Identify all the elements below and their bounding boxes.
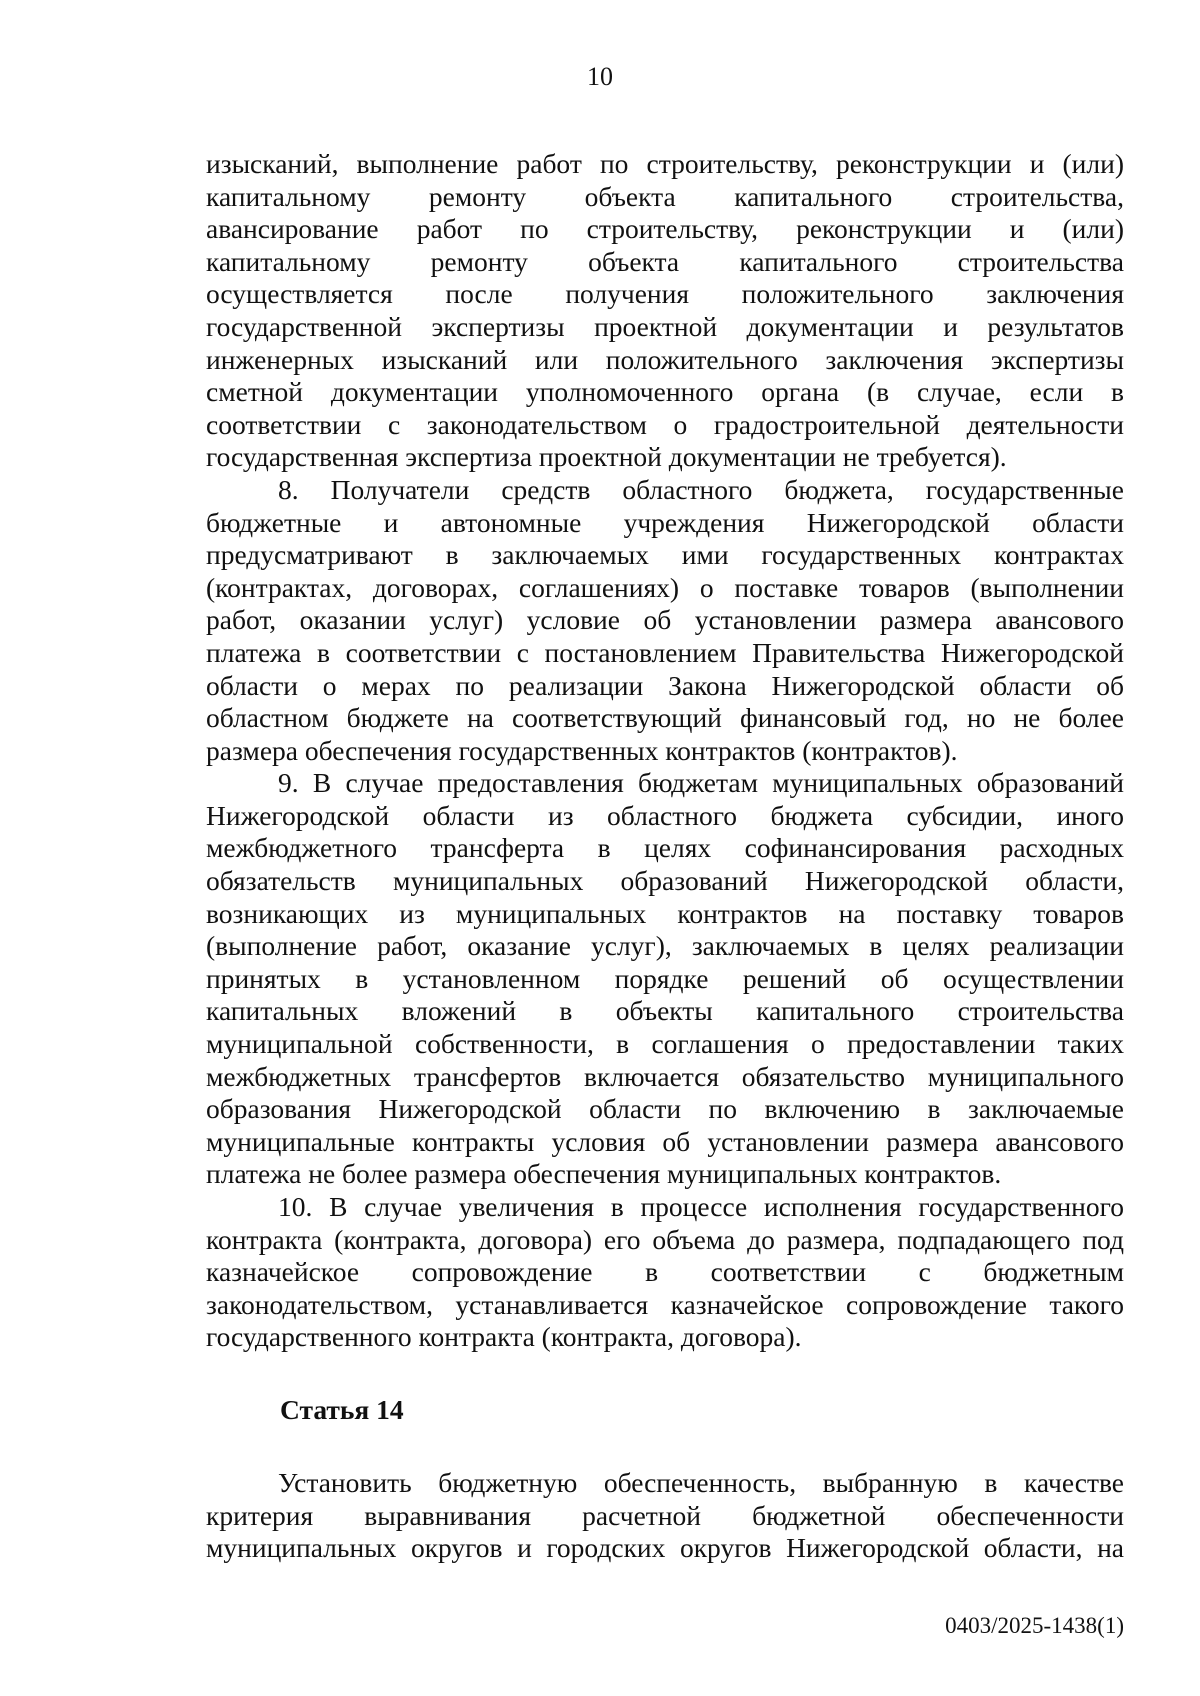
text-line: предусматривают в заключаемых ими государственных контрактах bbox=[206, 539, 1124, 571]
text-line: муниципальной собственности, в соглашения о предоставлении таких bbox=[206, 1028, 1124, 1060]
paragraph-continuation bbox=[206, 148, 1124, 474]
text-line: капитальному ремонту объекта капитального строительства bbox=[206, 245, 1124, 277]
text-line: областном бюджете на соответствующий финансовый год, но не более bbox=[206, 702, 1124, 734]
text-line: изысканий, выполнение работ по строительству, реконструкции и (или) bbox=[206, 148, 1124, 179]
text-line: муниципальных округов и городских округов Нижегородской области, на bbox=[206, 1532, 1124, 1564]
article-14-body bbox=[206, 1467, 1124, 1565]
text-line: размера обеспечения государственных контрактов (контрактов). bbox=[206, 734, 958, 766]
text-line: возникающих из муниципальных контрактов на поставку товаров bbox=[206, 897, 1124, 929]
text-line: контракта (контракта, договора) его объема до размера, подпадающего под bbox=[206, 1223, 1124, 1255]
text-line: области о мерах по реализации Закона Нижегородской области об bbox=[206, 669, 1124, 701]
text-line: межбюджетных трансфертов включается обязательство муниципального bbox=[206, 1060, 1124, 1092]
text-line: образования Нижегородской области по включению в заключаемые bbox=[206, 1093, 1124, 1125]
text-line: платежа не более размера обеспечения муниципальных контрактов. bbox=[206, 1158, 1002, 1190]
text-line: капитальному ремонту объекта капитального строительства, bbox=[206, 180, 1124, 212]
text-line: казначейское сопровождение в соответствии с бюджетным bbox=[206, 1256, 1124, 1288]
paragraph-article-14 bbox=[206, 1467, 1124, 1565]
document-body bbox=[206, 148, 1124, 1354]
text-line: государственная экспертиза проектной документации не требуется). bbox=[206, 441, 1007, 473]
text-line: государственной экспертизы проектной документации и результатов bbox=[206, 310, 1124, 342]
text-line: авансирование работ по строительству, реконструкции и (или) bbox=[206, 213, 1124, 245]
paragraph-item-8 bbox=[206, 474, 1124, 767]
text-line: критерия выравнивания расчетной бюджетной обеспеченности bbox=[206, 1499, 1124, 1531]
text-line: Установить бюджетную обеспеченность, выбранную в качестве bbox=[278, 1467, 1124, 1498]
text-line: бюджетные и автономные учреждения Нижегородской области bbox=[206, 506, 1124, 538]
text-line: платежа в соответствии с постановлением Правительства Нижегородской bbox=[206, 636, 1124, 668]
text-line: законодательством, устанавливается казначейское сопровождение такого bbox=[206, 1288, 1124, 1320]
text-line: (выполнение работ, оказание услуг), заключаемых в целях реализации bbox=[206, 930, 1124, 962]
text-line: капитальных вложений в объекты капитального строительства bbox=[206, 995, 1124, 1027]
text-line: Нижегородской области из областного бюджета субсидии, иного bbox=[206, 799, 1124, 831]
text-line: межбюджетного трансферта в целях софинансирования расходных bbox=[206, 832, 1124, 864]
text-line: работ, оказании услуг) условие об установлении размера авансового bbox=[206, 604, 1124, 636]
text-line: (контрактах, договорах, соглашениях) о поставке товаров (выполнении bbox=[206, 571, 1124, 603]
document-code: 0403/2025-1438(1) bbox=[945, 1613, 1124, 1638]
text-line: 9. В случае предоставления бюджетам муниципальных образований bbox=[278, 767, 1124, 799]
text-line: 8. Получатели средств областного бюджета, государственные bbox=[278, 473, 1124, 505]
text-line: сметной документации уполномоченного органа (в случае, если в bbox=[206, 376, 1124, 408]
page-number: 10 bbox=[587, 62, 613, 91]
text-line: 10. В случае увеличения в процессе исполнения государственного bbox=[278, 1191, 1124, 1222]
text-line: государственного контракта (контракта, договора). bbox=[206, 1321, 802, 1353]
text-line: инженерных изысканий или положительного заключения экспертизы bbox=[206, 343, 1124, 375]
text-line: соответствии с законодательством о градостроительной деятельности bbox=[206, 408, 1124, 440]
text-line: муниципальные контракты условия об установлении размера авансового bbox=[206, 1125, 1124, 1157]
paragraph-item-10 bbox=[206, 1191, 1124, 1354]
paragraph-item-9 bbox=[206, 767, 1124, 1191]
text-line: обязательств муниципальных образований Нижегородской области, bbox=[206, 865, 1124, 897]
article-heading: Статья 14 bbox=[280, 1394, 404, 1425]
text-line: осуществляется после получения положительного заключения bbox=[206, 278, 1124, 310]
text-line: принятых в установленном порядке решений об осуществлении bbox=[206, 962, 1124, 994]
